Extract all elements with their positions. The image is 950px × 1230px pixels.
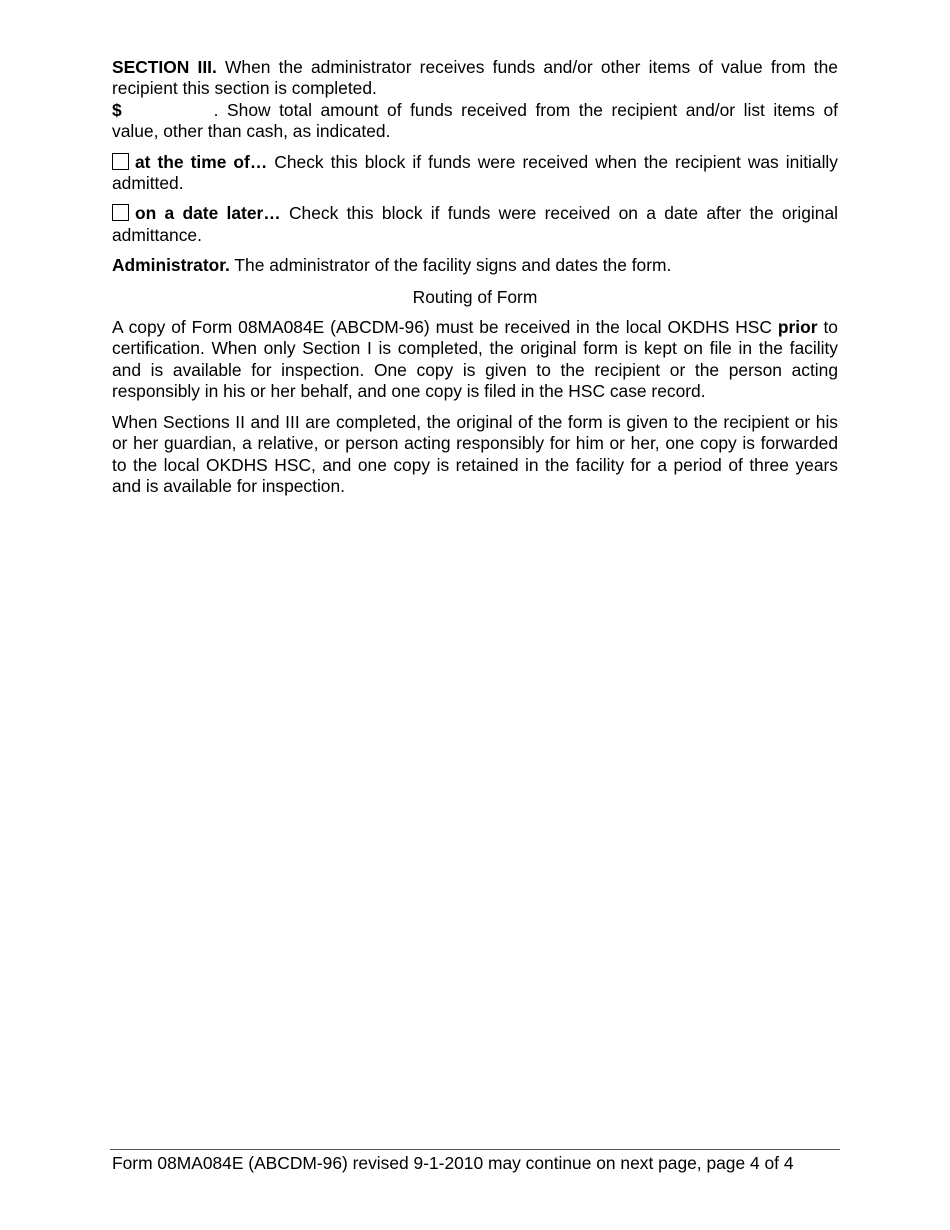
footer-divider — [110, 1149, 840, 1150]
section-3-heading: SECTION III. — [112, 57, 217, 77]
section-3-text: When the administrator receives funds and/or other items of value from the recipient this section is completed. — [112, 57, 838, 99]
amount-description: . Show total amount of funds received from the recipient and/or list items of value, other than cash, as indicated. — [112, 99, 838, 142]
routing-p1-part-b: to certification. When only Section I is completed, the original form is kept on file in the facility and is available for inspection. One copy is given to the recipient or the person acting responsibly in his or her behalf, and one copy is filed in the HSC case record. — [112, 317, 838, 402]
routing-title: Routing of Form — [412, 286, 538, 307]
routing-paragraph-2: When Sections II and III are completed, the original of the form is given to the recipient or his or her guardian, a relative, or person acting responsibly for him or her, one copy is forwarded to the local OKDHS HSC, and one copy is retained in the facility for a period of three years and is available for inspection. — [112, 411, 838, 496]
option-time-of-label: at the time of… — [135, 151, 268, 172]
option-date-later-text: Check this block if funds were received on a date after the original admittance. — [112, 203, 838, 245]
amount-line — [112, 100, 838, 143]
option-date-later-label: on a date later… — [135, 203, 281, 224]
section-3-intro — [112, 57, 838, 100]
routing-paragraph-1 — [112, 317, 838, 403]
document-body — [112, 57, 838, 497]
option-date-later — [112, 203, 838, 246]
option-time-of — [112, 152, 838, 195]
routing-p1-part-a: A copy of Form 08MA084E (ABCDM-96) must be received in the local OKDHS HSC — [112, 317, 772, 338]
administrator-label: Administrator. — [112, 255, 230, 276]
administrator-text: The administrator of the facility signs and dates the form. — [234, 255, 672, 276]
option-time-of-text: Check this block if funds were received when the recipient was initially admitted. — [112, 151, 838, 194]
checkbox-time-of[interactable] — [112, 153, 129, 170]
page-footer: Form 08MA084E (ABCDM-96) revised 9-1-2010 may continue on next page, page 4 of 4 — [112, 1153, 794, 1173]
administrator-line — [112, 255, 838, 276]
checkbox-date-later[interactable] — [112, 204, 129, 221]
dollar-sign: $ — [112, 99, 122, 120]
routing-p1-bold: prior — [777, 317, 818, 338]
